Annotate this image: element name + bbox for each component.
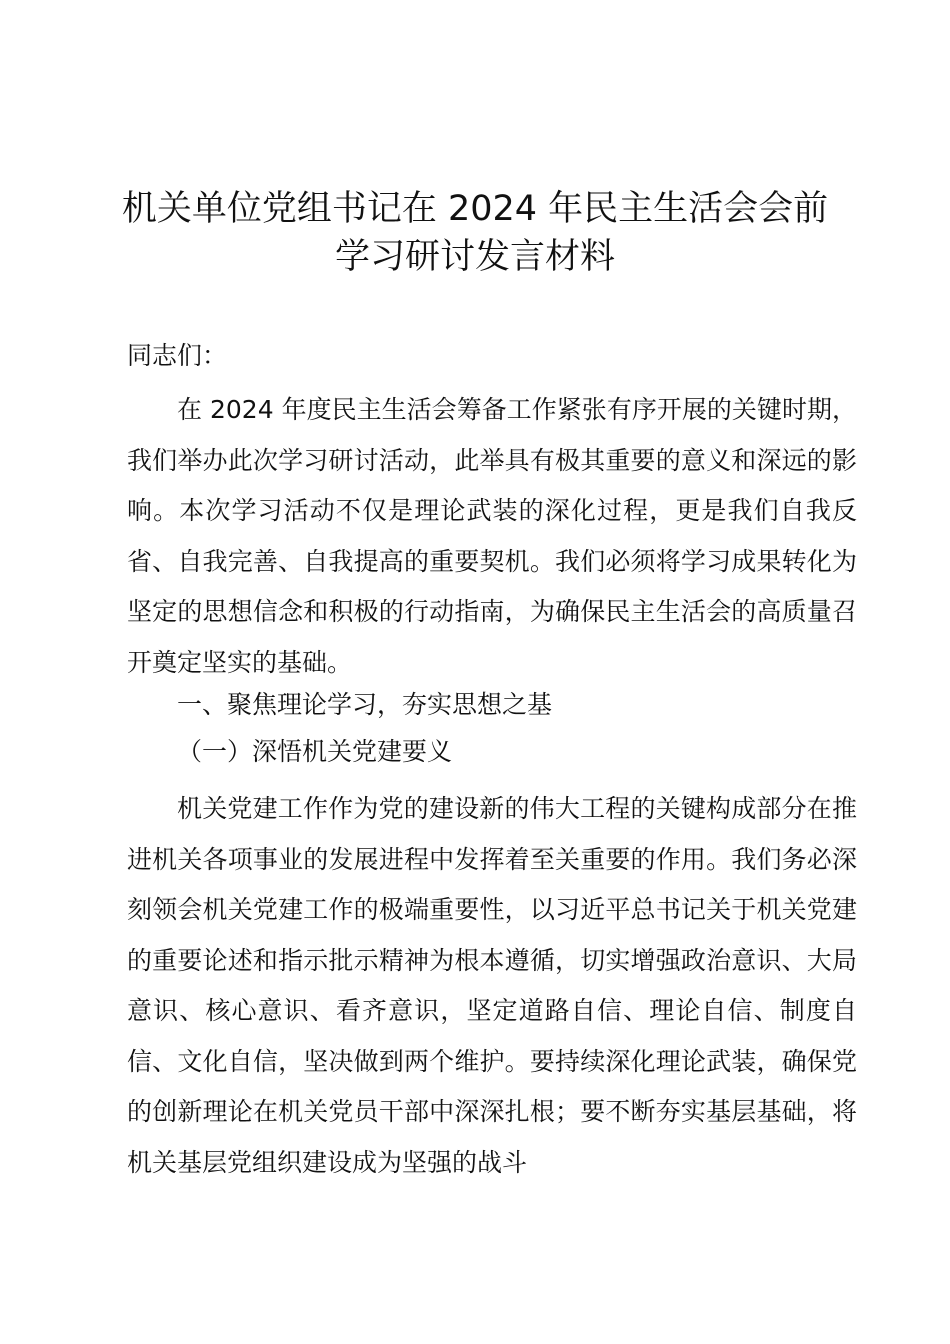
section-heading-1: 一、聚焦理论学习，夯实思想之基 bbox=[177, 690, 553, 719]
paragraph-intro: 在 2024 年度民主生活会筹备工作紧张有序开展的关键时期，我们举办此次学习研讨活动，此举具有极其重要的意义和深远的影响。本次学习活动不仅是理论武装的深化过程，更是我们自我反省、自我完善、自我提高的重要契机。我们必须将学习成果转化为坚定的思想信念和积极的行动指南，为确保民主生活会的高质量召开奠定坚实的基础。 bbox=[127, 395, 857, 677]
document-title-line-2: 学习研讨发言材料 bbox=[334, 237, 615, 277]
subsection-heading-1: （一）深悟机关党建要义 bbox=[177, 737, 453, 766]
document-title-line-1: 机关单位党组书记在 2024 年民主生活会会前 bbox=[121, 189, 829, 229]
paragraph-party-building: 机关党建工作作为党的建设新的伟大工程的关键构成部分在推进机关各项事业的发展进程中发挥着至关重要的作用。我们务必深刻领会机关党建工作的极端重要性，以习近平总书记关于机关党建的重要论述和指示批示精神为根本遵循，切实增强政治意识、大局意识、核心意识、看齐意识，坚定道路自信、理论自信、制度自信、文化自信，坚决做到两个维护。要持续深化理论武装，确保党的创新理论在机关党员干部中深深扎根；要不断夯实基层基础，将机关基层党组织建设成为坚强的战斗 bbox=[127, 794, 857, 1177]
greeting: 同志们： bbox=[127, 341, 228, 370]
